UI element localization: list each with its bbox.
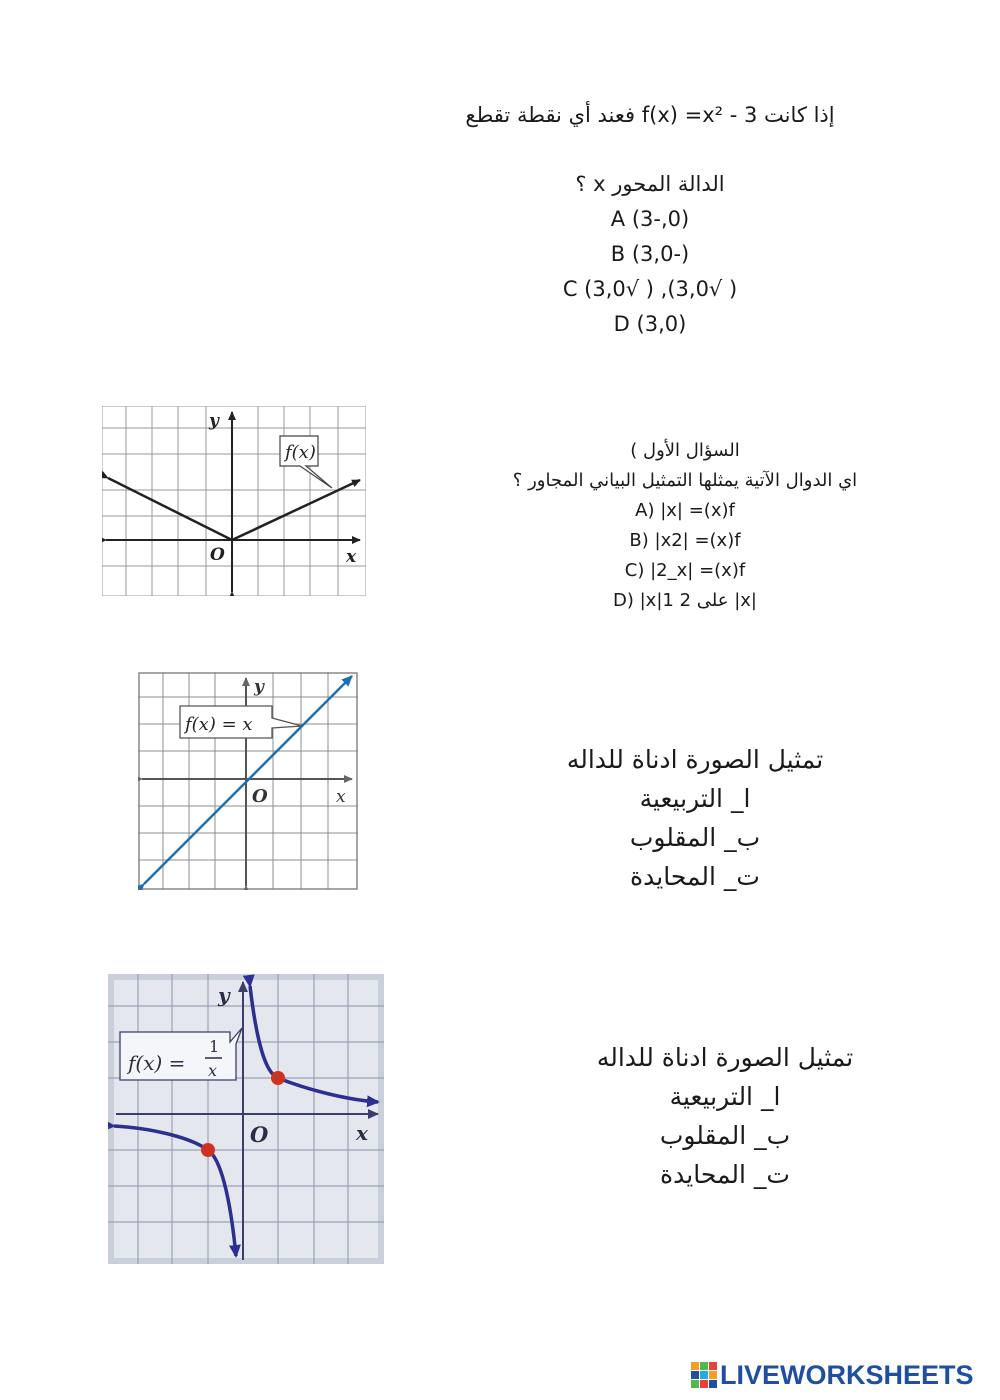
- question-2-heading: السؤال الأول ): [630, 440, 740, 461]
- x-axis-label: x: [346, 547, 357, 567]
- y-axis-label: y: [218, 983, 230, 1007]
- question-1-option-d: D (3,0): [613, 312, 687, 336]
- graph-absolute-value: [102, 406, 366, 596]
- graph-identity-function: [138, 672, 358, 890]
- question-1: [380, 98, 920, 342]
- question-3-prompt: تمثيل الصورة ادناة للداله: [566, 745, 824, 774]
- question-1-option-c: C (3,0√ ) ,(3,0√ ): [562, 277, 738, 301]
- question-3-option-1: ا_ التربيعية: [639, 784, 751, 813]
- question-4-option-1: ا_ التربيعية: [669, 1082, 781, 1111]
- origin-label: O: [210, 545, 225, 565]
- point-neg1-neg1: [201, 1143, 215, 1157]
- question-1-subtitle: الدالة المحور x ؟: [575, 172, 725, 196]
- y-axis-label: y: [209, 411, 219, 431]
- question-2-option-b: B) |x2| =(x)f: [629, 530, 741, 551]
- liveworksheets-logo-icon: [690, 1361, 718, 1389]
- question-4-option-3: ت_ المحايدة: [660, 1160, 790, 1189]
- liveworksheets-logo[interactable]: [690, 1358, 990, 1392]
- function-label-lhs: f(x) =: [128, 1051, 186, 1075]
- x-axis-label: x: [336, 787, 346, 807]
- brand-name: LIVEWORKSHEETS: [720, 1359, 974, 1390]
- question-2-prompt: اي الدوال الآتية يمثلها التمثيل البياني المجاور ؟: [512, 470, 858, 491]
- question-1-option-a: A (3-,0): [610, 207, 690, 231]
- question-4-option-2: ب_ المقلوب: [659, 1121, 791, 1150]
- question-3-option-2: ب_ المقلوب: [629, 823, 761, 852]
- origin-label: O: [250, 1122, 269, 1147]
- y-axis-label: y: [254, 677, 264, 697]
- fraction-denominator: x: [208, 1061, 218, 1080]
- question-3: [470, 740, 920, 896]
- question-4: [500, 1038, 950, 1194]
- x-axis-label: x: [356, 1121, 368, 1145]
- question-2-option-d: D) |x|1 على 2 |x|: [613, 590, 757, 611]
- function-label: f(x) = x: [185, 714, 253, 735]
- question-1-title: إذا كانت f(x) =x² - 3 فعند أي نقطة تقطع: [465, 103, 835, 127]
- point-1-1: [271, 1071, 285, 1085]
- graph-reciprocal-function: [108, 974, 384, 1264]
- question-2: [440, 436, 930, 616]
- question-3-option-3: ت_ المحايدة: [630, 862, 760, 891]
- question-4-prompt: تمثيل الصورة ادناة للداله: [596, 1043, 854, 1072]
- question-2-option-c: C) |2_x| =(x)f: [624, 560, 746, 581]
- question-1-option-b: B (3,0-): [610, 242, 690, 266]
- function-label: f(x): [285, 442, 316, 463]
- fraction-numerator: 1: [209, 1037, 220, 1056]
- question-2-option-a: A) |x| =(x)f: [635, 500, 735, 521]
- origin-label: O: [252, 786, 268, 807]
